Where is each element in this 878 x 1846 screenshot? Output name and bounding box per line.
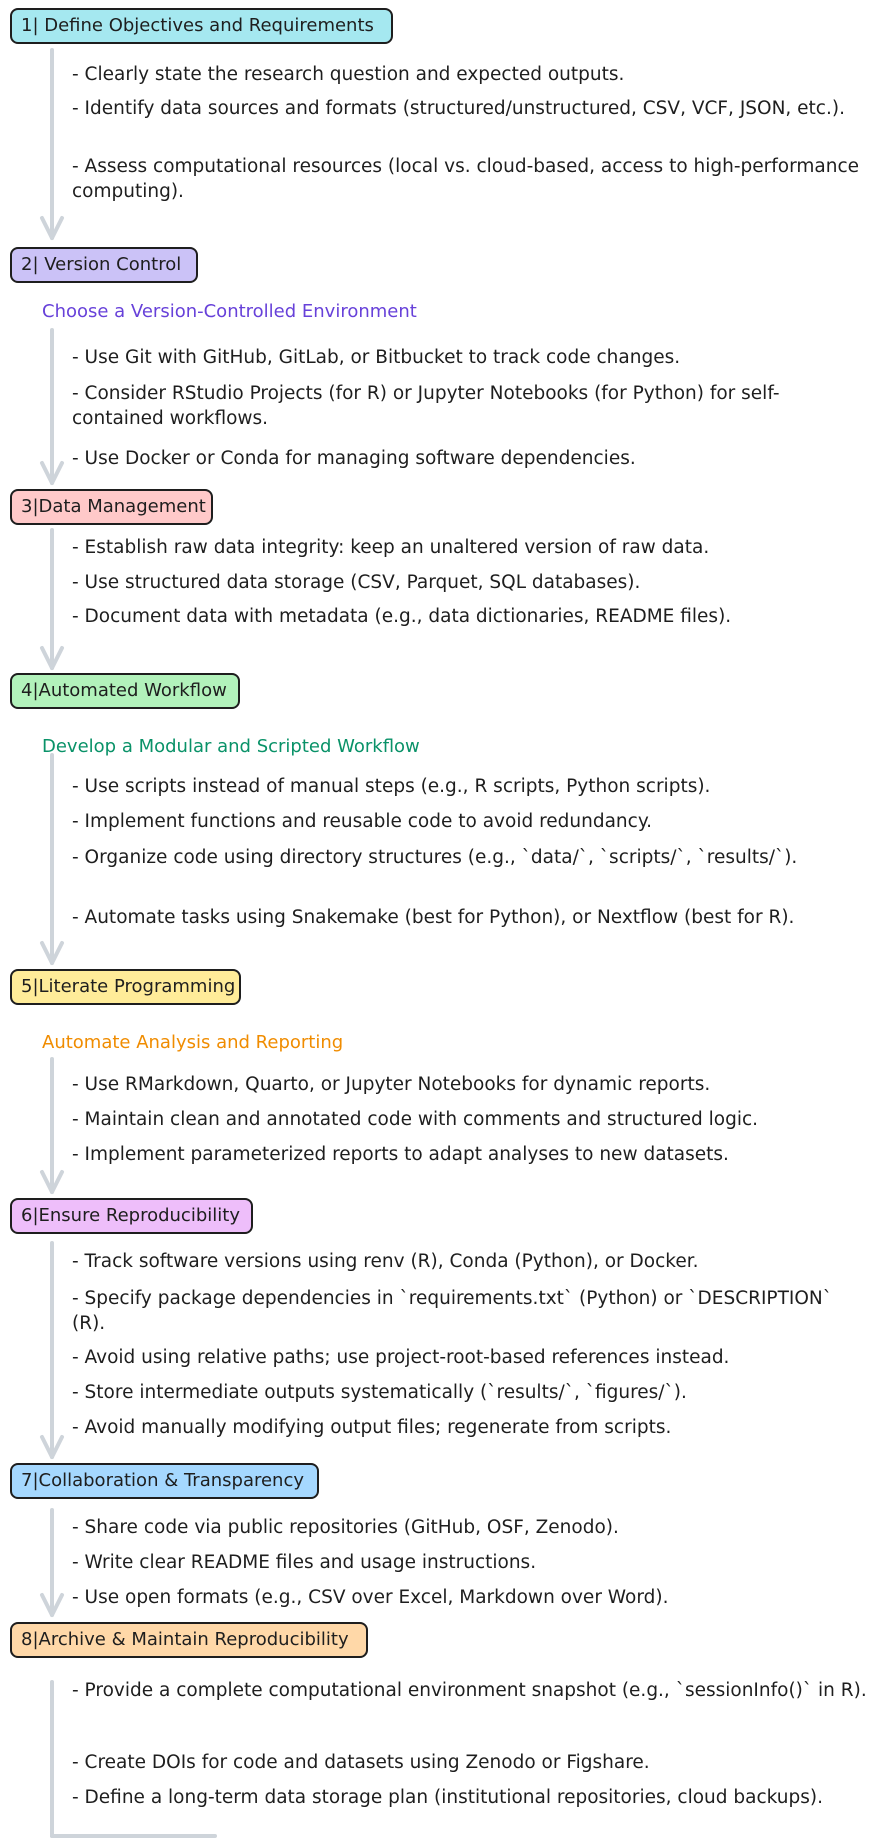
step-3-item: - Document data with metadata (e.g., data dictionaries, README files). [72,606,732,627]
step-2-item: - Use Git with GitHub, GitLab, or Bitbucket to track code changes. [72,347,681,368]
step-6-item: - Store intermediate outputs systematically (`results/`, `figures/`). [72,1382,687,1403]
step-4-item: - Automate tasks using Snakemake (best for Python), or Nextflow (best for R). [72,907,795,928]
step-1-item: - Identify data sources and formats (structured/unstructured, CSV, VCF, JSON, etc.). [72,98,845,119]
step-5-box: 5|Literate Programming [10,969,241,1005]
step-2-item: - Use Docker or Conda for managing software dependencies. [72,448,636,469]
step-8-item: - Create DOIs for code and datasets using Zenodo or Figshare. [72,1752,650,1773]
step-3-box: 3|Data Management [10,489,213,525]
step-3-item: - Use structured data storage (CSV, Parquet, SQL databases). [72,572,641,593]
step-1-item: - Assess computational resources (local vs. cloud-based, access to high-performance computing). [72,156,860,202]
step-2-item: - Consider RStudio Projects (for R) or Jupyter Notebooks (for Python) for self-contained workflows. [72,383,780,429]
step-8-item: - Define a long-term data storage plan (institutional repositories, cloud backups). [72,1787,823,1808]
step-4-box: 4|Automated Workflow [10,673,240,709]
step-5-item: - Maintain clean and annotated code with comments and structured logic. [72,1109,759,1130]
step-1-box: 1| Define Objectives and Requirements [10,8,393,44]
step-6-item: - Avoid using relative paths; use project-root-based references instead. [72,1347,730,1368]
step-7-item: - Write clear README files and usage instructions. [72,1552,537,1573]
step-6-item: - Avoid manually modifying output files; regenerate from scripts. [72,1417,672,1438]
step-5-subtitle: Automate Analysis and Reporting [42,1032,344,1053]
step-6-item: - Track software versions using renv (R), Conda (Python), or Docker. [72,1251,699,1272]
step-2-box: 2| Version Control [10,247,198,283]
step-7-item: - Use open formats (e.g., CSV over Excel, Markdown over Word). [72,1587,669,1608]
step-7-item: - Share code via public repositories (GitHub, OSF, Zenodo). [72,1517,619,1538]
step-8-box: 8|Archive & Maintain Reproducibility [10,1622,368,1658]
step-4-item: - Organize code using directory structures (e.g., `data/`, `scripts/`, `results/`). [72,847,798,868]
step-4-item: - Use scripts instead of manual steps (e.g., R scripts, Python scripts). [72,776,711,797]
step-1-item: - Clearly state the research question and expected outputs. [72,64,625,85]
step-6-box: 6|Ensure Reproducibility [10,1198,253,1234]
step-4-item: - Implement functions and reusable code to avoid redundancy. [72,811,653,832]
step-4-subtitle: Develop a Modular and Scripted Workflow [42,736,420,757]
step-6-item: - Specify package dependencies in `requirements.txt` (Python) or `DESCRIPTION` (R). [72,1288,832,1334]
step-2-subtitle: Choose a Version-Controlled Environment [42,301,417,322]
step-5-item: - Use RMarkdown, Quarto, or Jupyter Notebooks for dynamic reports. [72,1074,711,1095]
step-8-item: - Provide a complete computational environment snapshot (e.g., `sessionInfo()` in R). [72,1680,867,1701]
step-7-box: 7|Collaboration & Transparency [10,1463,319,1499]
step-3-item: - Establish raw data integrity: keep an unaltered version of raw data. [72,537,710,558]
step-5-item: - Implement parameterized reports to adapt analyses to new datasets. [72,1144,729,1165]
